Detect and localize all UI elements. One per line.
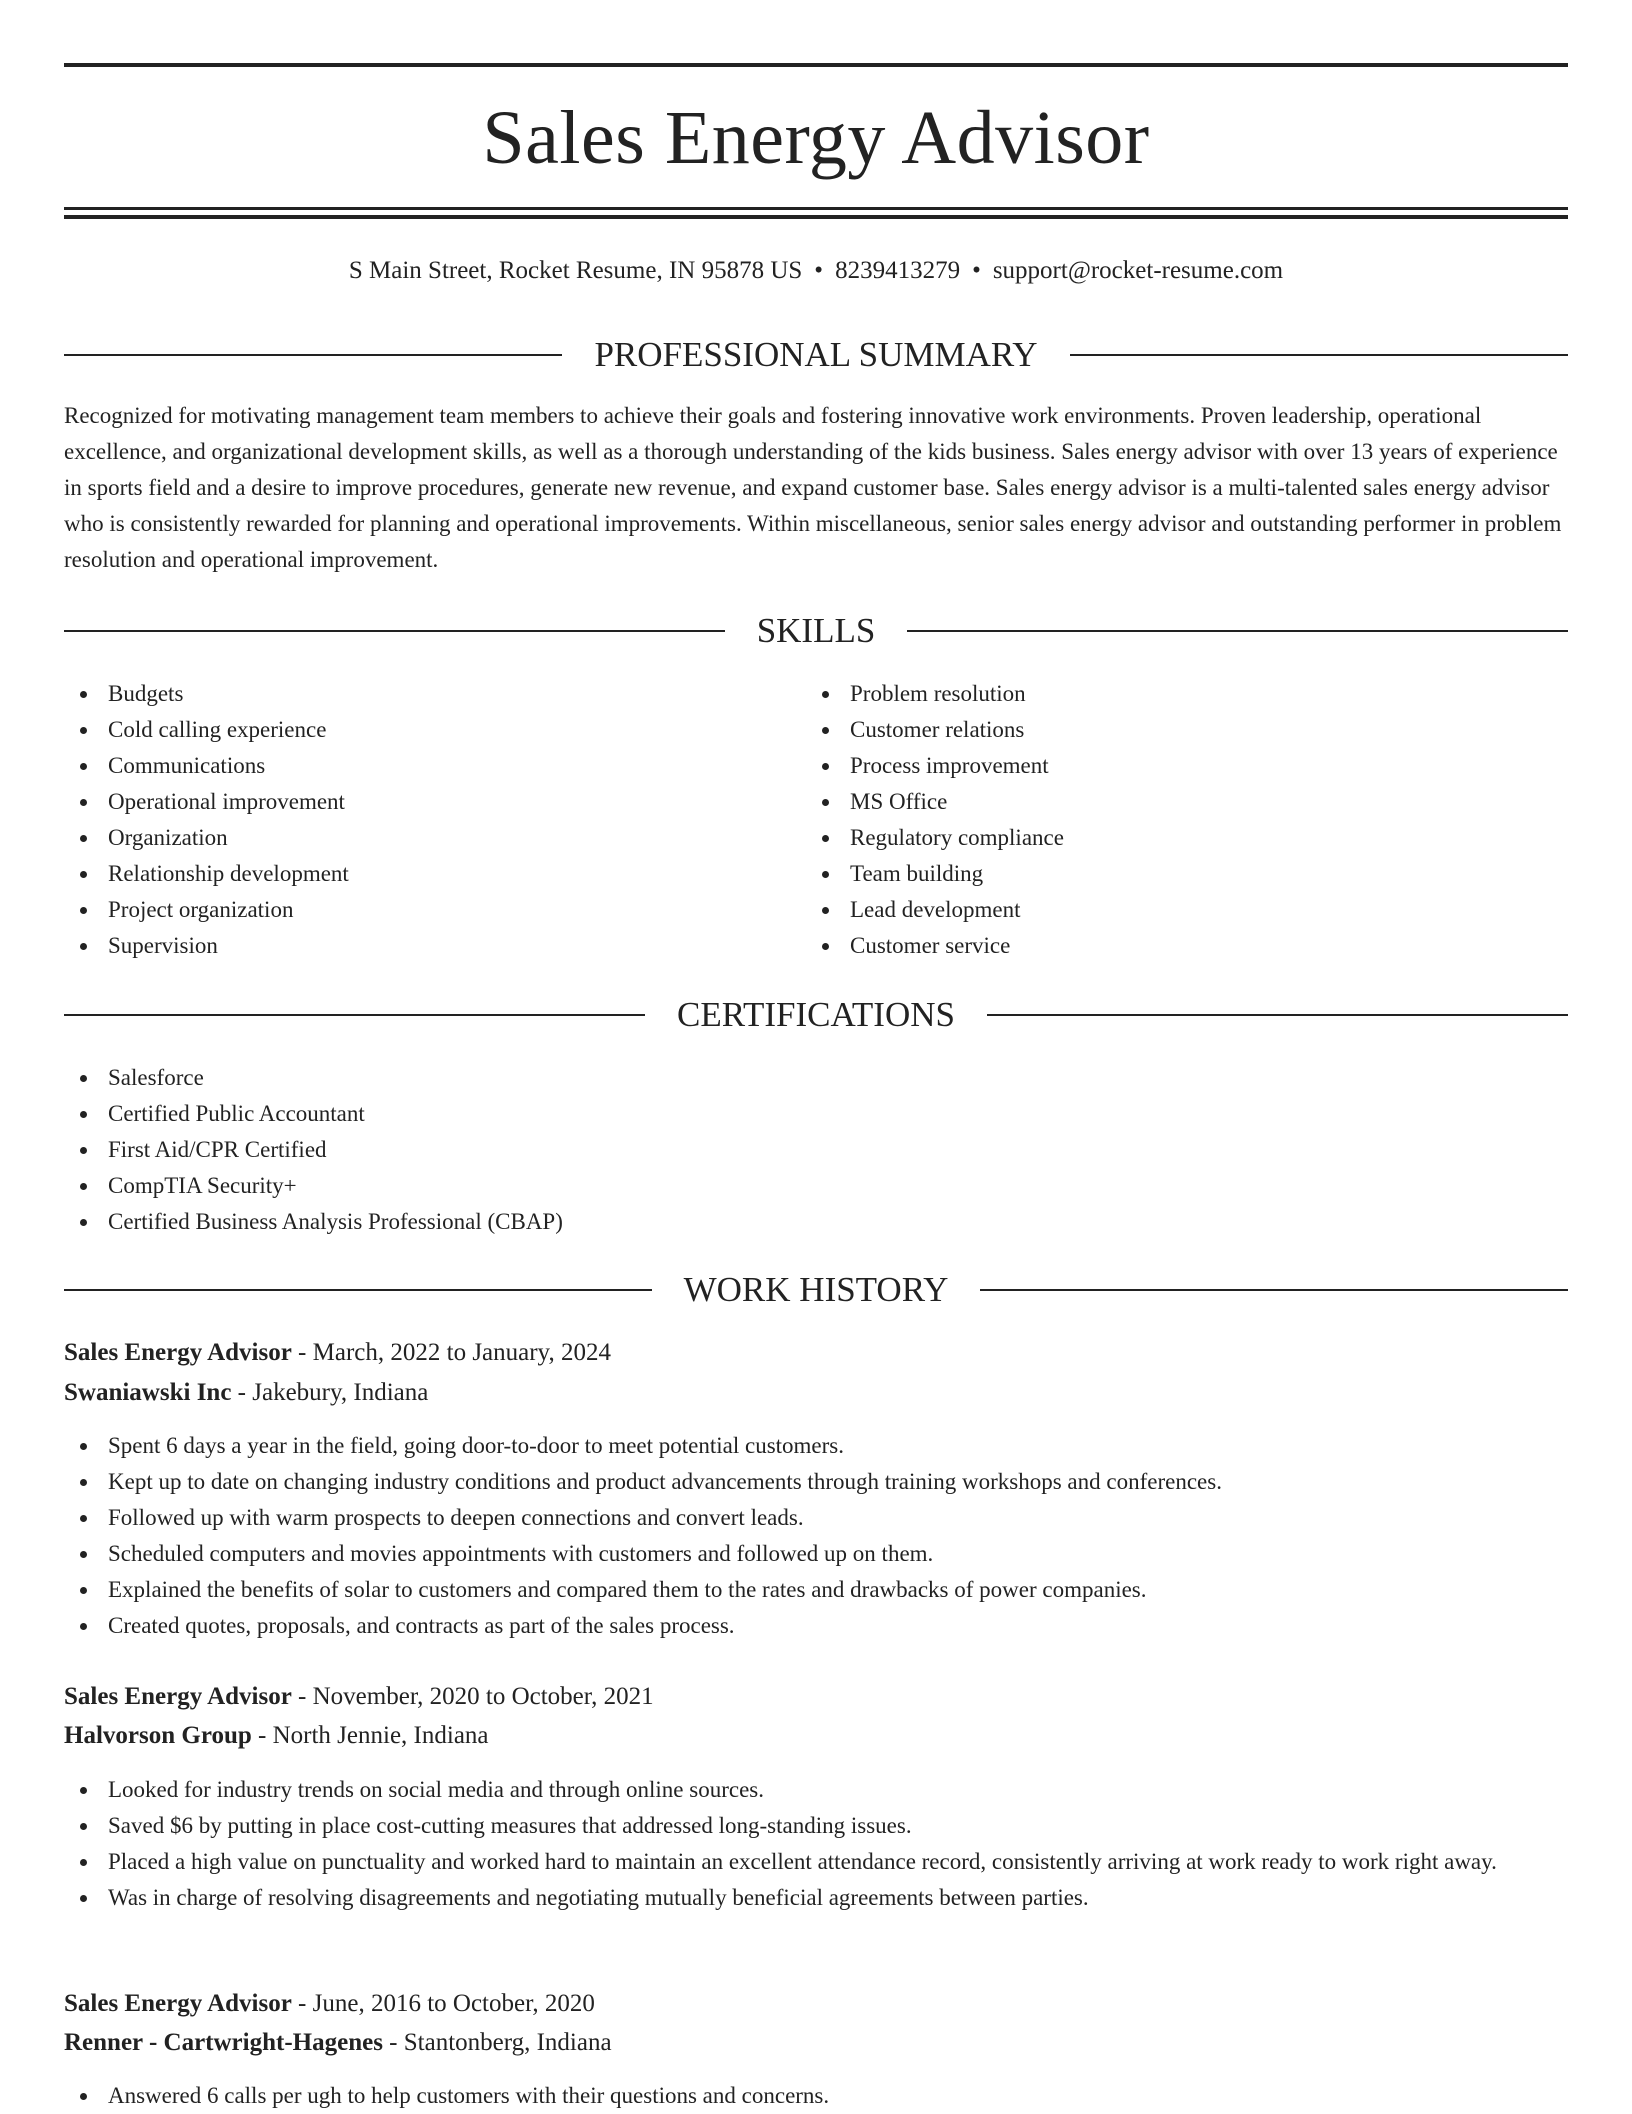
- certification-item: First Aid/CPR Certified: [64, 1132, 1504, 1168]
- job-bullet: Explained the benefits of solar to customers and compared them to the rates and drawbacks of power companies.: [64, 1572, 1568, 1608]
- job-bullet: Followed up with warm prospects to deepen connections and convert leads.: [64, 1500, 1568, 1536]
- skill-item: Customer relations: [806, 712, 1506, 748]
- job-bullet: Kept up to date on changing industry conditions and product advancements through training workshops and conferences.: [64, 1464, 1568, 1500]
- section-header-skills: [64, 611, 1568, 651]
- summary-text: Recognized for motivating management team members to achieve their goals and fostering innovative work environments. Proven leadership, operational excellence, and organizational development skills, as well as a thorough understanding of the kids business. Sales energy advisor with over 13 years of experience in sports field and a desire to improve procedures, generate new revenue, and expand customer base. Sales energy advisor is a multi-talented sales energy advisor who is consistently rewarded for planning and operational improvements. Within miscellaneous, senior sales energy advisor and outstanding performer in problem resolution and operational improvement.: [64, 403, 1562, 572]
- job-title-line: [64, 1985, 1568, 2023]
- resume-name: Sales Energy Advisor: [482, 96, 1150, 180]
- section-rule-left: [64, 354, 562, 356]
- job-bullets: [64, 1428, 1568, 1644]
- section-rule-left: [64, 630, 725, 632]
- job-company-line: [64, 2024, 1568, 2062]
- skill-item: Problem resolution: [806, 676, 1506, 712]
- certifications-list: [64, 1060, 1504, 1240]
- section-rule-right: [907, 630, 1568, 632]
- section-title: SKILLS: [756, 611, 876, 650]
- skill-item: Process improvement: [806, 748, 1506, 784]
- job-title: Sales Energy Advisor: [64, 1683, 292, 1710]
- header-top-rule: [64, 63, 1568, 67]
- job-title: Sales Energy Advisor: [64, 1339, 292, 1366]
- section-title: CERTIFICATIONS: [677, 995, 955, 1034]
- section-title: PROFESSIONAL SUMMARY: [594, 335, 1038, 374]
- skills-list-right: [806, 676, 1506, 964]
- skills-list-left: [64, 676, 764, 964]
- certification-item: CompTIA Security+: [64, 1168, 1504, 1204]
- section-rule-right: [1070, 354, 1568, 356]
- certification-item: Certified Public Accountant: [64, 1096, 1504, 1132]
- section-rule-left: [64, 1014, 645, 1016]
- job-bullet: Was in charge of resolving disagreements and negotiating mutually beneficial agreements between parties.: [64, 1880, 1568, 1916]
- skill-item: Customer service: [806, 928, 1506, 964]
- header-rule-thick: [64, 215, 1568, 219]
- section-rule-right: [980, 1289, 1568, 1291]
- job-bullet: Placed a high value on punctuality and worked hard to maintain an excellent attendance record, consistently arriving at work ready to work right away.: [64, 1844, 1568, 1880]
- skill-item: Project organization: [64, 892, 764, 928]
- job-bullet: Scheduled computers and movies appointments with customers and followed up on them.: [64, 1536, 1568, 1572]
- contact-address: S Main Street, Rocket Resume, IN 95878 US: [348, 257, 803, 284]
- skill-item: Supervision: [64, 928, 764, 964]
- contact-separator: •: [814, 257, 824, 284]
- job-title: Sales Energy Advisor: [64, 1990, 292, 2017]
- job-bullet: Answered 6 calls per ugh to help customers with their questions and concerns.: [64, 2078, 1568, 2114]
- certification-item: Certified Business Analysis Professional (CBAP): [64, 1204, 1504, 1240]
- section-rule-right: [987, 1014, 1568, 1016]
- job-bullets: [64, 2078, 1568, 2114]
- job-company-line: [64, 1374, 1568, 1412]
- job-dates: - June, 2016 to October, 2020: [291, 1990, 595, 2017]
- skill-item: Team building: [806, 856, 1506, 892]
- job-company: Halvorson Group: [64, 1722, 252, 1749]
- section-rule-left: [64, 1289, 652, 1291]
- job-bullet: Created quotes, proposals, and contracts as part of the sales process.: [64, 1608, 1568, 1644]
- section-title: WORK HISTORY: [683, 1270, 949, 1309]
- job-company: Renner - Cartwright-Hagenes: [64, 2029, 383, 2056]
- skill-item: Regulatory compliance: [806, 820, 1506, 856]
- skill-item: Budgets: [64, 676, 764, 712]
- job-location: - Stantonberg, Indiana: [382, 2029, 612, 2056]
- job-dates: - March, 2022 to January, 2024: [291, 1339, 611, 1366]
- contact-line: [64, 254, 1568, 288]
- skill-item: Relationship development: [64, 856, 764, 892]
- job-bullets: [64, 1772, 1568, 1916]
- skill-item: MS Office: [806, 784, 1506, 820]
- skill-item: Communications: [64, 748, 764, 784]
- job-dates: - November, 2020 to October, 2021: [291, 1683, 654, 1710]
- contact-separator: •: [972, 257, 981, 284]
- job-location: - Jakebury, Indiana: [231, 1379, 429, 1406]
- job-bullet: Saved $6 by putting in place cost-cutting measures that addressed long-standing issues.: [64, 1808, 1568, 1844]
- certification-item: Salesforce: [64, 1060, 1504, 1096]
- skill-item: Operational improvement: [64, 784, 764, 820]
- section-header-work-history: [64, 1270, 1568, 1310]
- job-company-line: [64, 1717, 1568, 1755]
- job-bullet: Spent 6 days a year in the field, going door-to-door to meet potential customers.: [64, 1428, 1568, 1464]
- job-title-line: [64, 1678, 1568, 1716]
- skill-item: Cold calling experience: [64, 712, 764, 748]
- skill-item: Lead development: [806, 892, 1506, 928]
- job-company: Swaniawski Inc: [64, 1379, 232, 1406]
- job-title-line: [64, 1334, 1568, 1372]
- section-header-certifications: [64, 995, 1568, 1035]
- job-bullet: Looked for industry trends on social media and through online sources.: [64, 1772, 1568, 1808]
- skill-item: Organization: [64, 820, 764, 856]
- header-rule-thin: [64, 207, 1568, 210]
- job-location: - North Jennie, Indiana: [251, 1722, 489, 1749]
- contact-email: support@rocket-resume.com: [992, 257, 1284, 284]
- contact-phone: 8239413279: [835, 257, 961, 284]
- section-header-summary: [64, 335, 1568, 375]
